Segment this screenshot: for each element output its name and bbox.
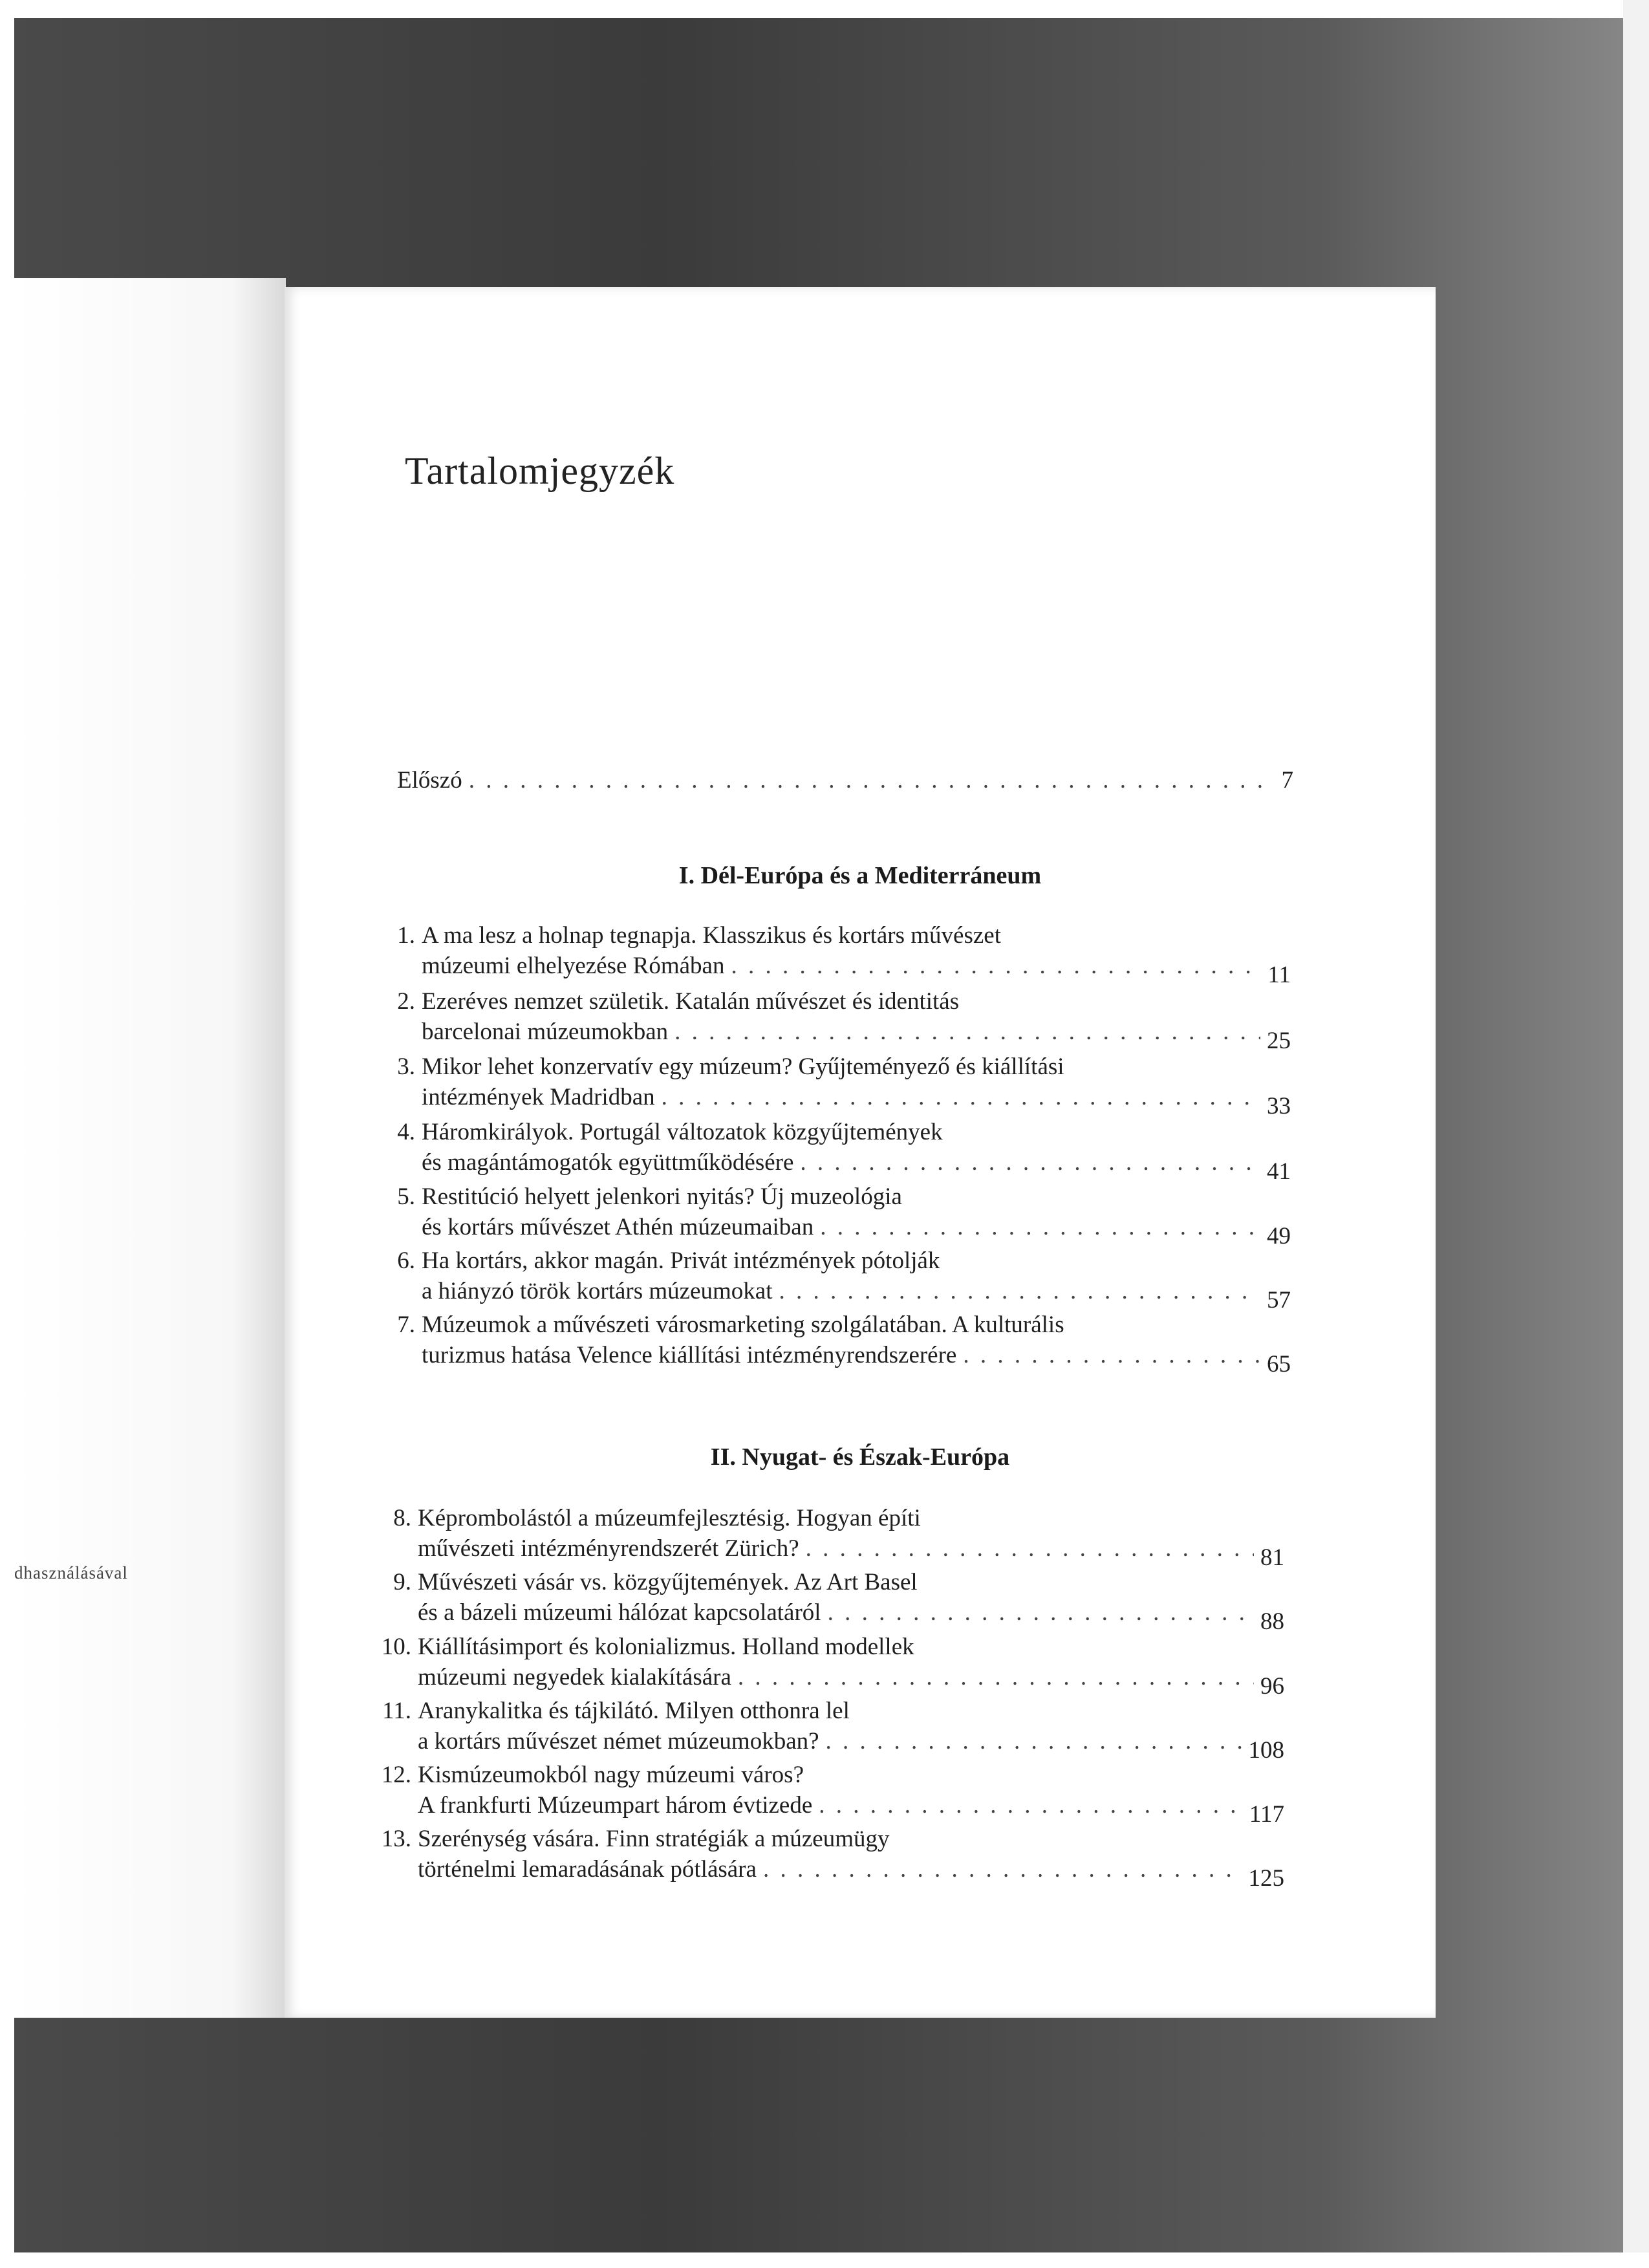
- entry-title-continuation: barcelonai múzeumokban: [422, 1019, 669, 1045]
- entry-page-number: 25: [1267, 1028, 1291, 1054]
- entry-number: 7.: [397, 1312, 415, 1338]
- toc-entry: [397, 1246, 1291, 1313]
- entry-title-continuation: turizmus hatása Velence kiállítási intézményrendszerére: [422, 1342, 957, 1368]
- toc-entry: [397, 1052, 1291, 1119]
- entry-page-number: 117: [1249, 1801, 1284, 1828]
- preface-label: Előszó: [397, 767, 462, 794]
- toc-entry: [393, 1567, 1284, 1635]
- toc-entry: [397, 986, 1291, 1054]
- entry-title-line: Kiállításimport és kolonializmus. Holland modellek: [418, 1634, 914, 1660]
- entry-number: 8.: [393, 1505, 411, 1531]
- entry-title-line: [418, 1854, 1284, 1892]
- entry-title-line: Művészeti vásár vs. közgyűjtemények. Az Art Basel: [418, 1569, 918, 1595]
- entry-title-line: [418, 1597, 1284, 1635]
- entry-title-line: [422, 1212, 1291, 1249]
- entry-page-number: 81: [1260, 1544, 1284, 1571]
- scan-margin-left: [0, 0, 14, 2268]
- leader-dots: [731, 951, 1261, 981]
- entry-title-line: [418, 1533, 1284, 1571]
- leader-dots: [806, 1533, 1254, 1564]
- entry-title-line: Szerénység vására. Finn stratégiák a múzeumügy: [418, 1826, 890, 1852]
- leader-dots: [662, 1082, 1260, 1112]
- leader-dots: [469, 768, 1275, 792]
- entry-title-continuation: művészeti intézményrendszerét Zürich?: [418, 1535, 799, 1562]
- scan-margin-right: [1623, 0, 1649, 2268]
- entry-number: 11.: [382, 1698, 411, 1724]
- entry-page-number: 57: [1267, 1287, 1291, 1313]
- leader-dots: [820, 1212, 1260, 1242]
- toc-entry: [397, 1117, 1291, 1185]
- leader-dots: [738, 1662, 1254, 1692]
- entry-title-line: [422, 1276, 1291, 1313]
- leader-dots: [963, 1340, 1260, 1370]
- entry-title-line: Kismúzeumokból nagy múzeumi város?: [418, 1762, 804, 1788]
- entry-title-line: Aranykalitka és tájkilátó. Milyen otthonra lel: [418, 1698, 850, 1724]
- entry-number: 5.: [397, 1183, 415, 1210]
- entry-page-number: 88: [1260, 1608, 1284, 1635]
- entry-number: 12.: [381, 1762, 411, 1788]
- entry-title-line: [418, 1726, 1284, 1764]
- entry-title-continuation: és kortárs művészet Athén múzeumaiban: [422, 1214, 814, 1240]
- scan-margin-top: [0, 0, 1649, 18]
- entry-page-number: 65: [1267, 1351, 1291, 1377]
- entry-title-line: Képrombolástól a múzeumfejlesztésig. Hogyan építi: [418, 1505, 921, 1531]
- toc-entry: [397, 1310, 1291, 1377]
- toc-entry: [381, 1632, 1284, 1700]
- leader-dots: [779, 1276, 1261, 1306]
- leader-dots: [826, 1726, 1242, 1756]
- entry-title-line: [418, 1790, 1284, 1828]
- entry-number: 10.: [381, 1634, 411, 1660]
- entry-title-line: [422, 1147, 1291, 1185]
- entry-title-line: A ma lesz a holnap tegnapja. Klasszikus és kortárs művészet: [422, 922, 1001, 949]
- entry-title-line: [422, 1017, 1291, 1054]
- entry-title-line: Ezeréves nemzet születik. Katalán művészet és identitás: [422, 988, 960, 1015]
- entry-page-number: 49: [1267, 1223, 1291, 1249]
- entry-title-line: Mikor lehet konzervatív egy múzeum? Gyűjteményező és kiállítási: [422, 1053, 1064, 1080]
- toc-entry: [397, 1182, 1291, 1249]
- entry-title-continuation: a hiányzó török kortárs múzeumokat: [422, 1278, 773, 1304]
- entry-number: 9.: [393, 1569, 411, 1595]
- entry-title-line: Restitúció helyett jelenkori nyitás? Új muzeológia: [422, 1183, 902, 1210]
- entry-number: 1.: [397, 922, 415, 949]
- entry-title-line: [422, 1340, 1291, 1377]
- entry-number: 2.: [397, 988, 415, 1015]
- entry-title-continuation: történelmi lemaradásának pótlására: [418, 1856, 757, 1883]
- entry-title-continuation: és magántámogatók együttműködésére: [422, 1149, 794, 1176]
- entry-number: 3.: [397, 1053, 415, 1080]
- entry-title-line: Múzeumok a művészeti városmarketing szolgálatában. A kulturális: [422, 1312, 1064, 1338]
- entry-page-number: 41: [1267, 1158, 1291, 1185]
- entry-title-line: Ha kortárs, akkor magán. Privát intézmények pótolják: [422, 1247, 940, 1274]
- toc-preface-row: [397, 768, 1293, 792]
- section-heading: II. Nyugat- és Észak-Európa: [710, 1443, 1010, 1471]
- leader-dots: [828, 1597, 1254, 1628]
- entry-title-continuation: múzeumi negyedek kialakítására: [418, 1664, 731, 1690]
- entry-title-line: [422, 951, 1291, 988]
- entry-page-number: 125: [1248, 1865, 1284, 1892]
- toc-entry: [397, 920, 1291, 988]
- entry-page-number: 11: [1267, 962, 1291, 988]
- toc-entry: [381, 1760, 1284, 1828]
- left-page: [14, 278, 286, 2018]
- entry-title-continuation: intézmények Madridban: [422, 1084, 655, 1110]
- scan-margin-bottom: [0, 2252, 1649, 2268]
- entry-number: 6.: [397, 1247, 415, 1274]
- toc-entry: [382, 1696, 1284, 1764]
- toc-entry: [393, 1503, 1284, 1571]
- entry-title-line: [422, 1082, 1291, 1119]
- entry-title-continuation: és a bázeli múzeumi hálózat kapcsolatáról: [418, 1599, 821, 1626]
- left-page-text-fragment: dhasználásával: [14, 1563, 128, 1582]
- entry-title-line: Háromkirályok. Portugál változatok közgyűjtemények: [422, 1119, 943, 1145]
- preface-page-number: 7: [1281, 767, 1293, 794]
- entry-page-number: 108: [1248, 1737, 1284, 1764]
- leader-dots: [763, 1854, 1242, 1885]
- leader-dots: [819, 1790, 1243, 1820]
- entry-title-line: [418, 1662, 1284, 1700]
- entry-number: 13.: [381, 1826, 411, 1852]
- entry-page-number: 96: [1260, 1673, 1284, 1700]
- entry-title-continuation: a kortárs művészet német múzeumokban?: [418, 1728, 819, 1755]
- page-title: Tartalomjegyzék: [405, 449, 675, 492]
- entry-title-continuation: múzeumi elhelyezése Rómában: [422, 953, 725, 979]
- leader-dots: [800, 1147, 1260, 1178]
- leader-dots: [674, 1017, 1260, 1047]
- section-heading: I. Dél-Európa és a Mediterráneum: [678, 862, 1042, 889]
- entry-title-continuation: A frankfurti Múzeumpart három évtizede: [418, 1792, 813, 1819]
- toc-entry: [381, 1824, 1284, 1892]
- entry-number: 4.: [397, 1119, 415, 1145]
- entry-page-number: 33: [1267, 1093, 1291, 1119]
